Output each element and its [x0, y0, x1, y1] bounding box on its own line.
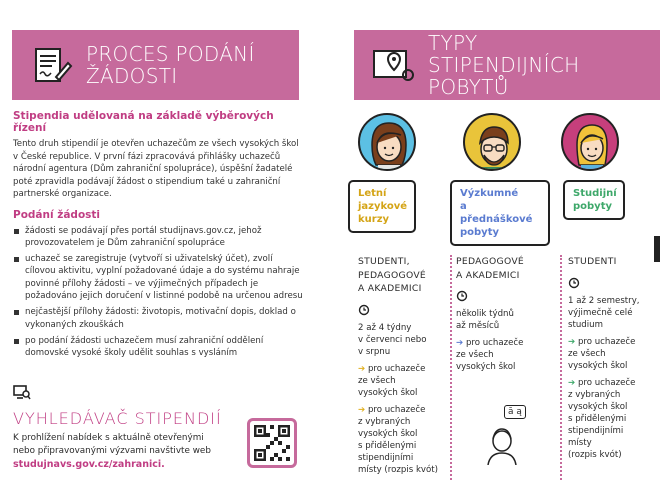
- column-study-stays: [568, 255, 658, 461]
- eligibility-item: [568, 336, 658, 372]
- head-line: STUDENTI: [568, 256, 617, 267]
- duration-line: 2 až 4 týdny: [358, 322, 412, 333]
- item-line: z vybraných: [358, 416, 411, 427]
- qr-code[interactable]: [247, 418, 297, 468]
- item-line: s přidělenými: [568, 413, 627, 424]
- item-line: vysokých škol: [568, 401, 628, 412]
- column-head: [456, 255, 556, 282]
- intro-paragraph: Tento druh stipendií je otevřen uchazečům ze všech vysokých škol v České republice. V první fázi zpracovává přihlášky uchazečů národní agentura (Dům zahraniční spolupráce), úspěšní žadatelé poté zpravidla podávají žádost o stipendium také u zahraniční partnerské organizace.: [13, 139, 299, 199]
- duration-line: v srpnu: [358, 346, 391, 357]
- bubble-line: Studijní: [573, 188, 617, 199]
- bubble-study-stays: [563, 180, 625, 220]
- item-line: pro uchazeče: [367, 363, 426, 374]
- duration-line: několik týdnů: [456, 309, 514, 319]
- list-item: uchazeč se zaregistruje (vytvoří si uživatelský účet), zvolí cílovou aktivitu, vyplní požadované údaje a do systému nahraje povinné přílohy žádosti – ve výjimečných případech je požadováno jejich doručení v listinné podobě na určenou adresu: [13, 253, 303, 302]
- column-divider: [560, 255, 562, 480]
- eligibility-item: [358, 363, 446, 399]
- duration-line: v červenci nebo: [358, 334, 427, 345]
- arrow-right-icon: ➔: [358, 404, 366, 415]
- heading-selection-procedures: Stipendia udělovaná na základě výběrových řízení: [13, 110, 274, 134]
- head-line: A AKADEMICI: [358, 283, 422, 294]
- item-line: (rozpis kvót): [568, 449, 622, 460]
- item-line: ze všech: [456, 350, 494, 360]
- page-edge-marker: [654, 236, 660, 262]
- item-line: pro uchazeče: [577, 336, 636, 347]
- clock-icon: [456, 290, 468, 302]
- item-line: z vybraných: [568, 389, 621, 400]
- duration-line: 1 až 2 semestry,: [568, 295, 640, 306]
- eligibility-item: [358, 404, 446, 476]
- right-banner-title: TYPY STIPENDIJNÍCH POBYTŮ: [428, 31, 580, 99]
- column-divider: [450, 255, 452, 480]
- person-icon: [486, 415, 526, 465]
- item-line: vysokých škol: [358, 428, 418, 439]
- head-line: PEDAGOGOVÉ: [358, 269, 427, 281]
- search-link[interactable]: studujnavs.gov.cz/zahranici.: [13, 459, 165, 470]
- item-line: ze všech: [358, 375, 396, 386]
- bubble-line: a přednáškové: [460, 201, 533, 225]
- list-item: nejčastější přílohy žádosti: životopis, motivační dopis, doklad o vykonaných zkouškách: [13, 306, 303, 331]
- translator-figure: [486, 405, 530, 465]
- eligibility-item: [568, 377, 658, 461]
- item-line: stipendijními: [568, 425, 624, 436]
- bubble-line: Letní: [358, 188, 387, 199]
- item-line: vysokých škol: [358, 387, 418, 398]
- column-head: [568, 255, 658, 269]
- heading-application: Podání žádosti: [13, 208, 101, 221]
- head-line: STUDENTI,: [358, 256, 410, 267]
- column-summer-courses: [358, 255, 446, 476]
- eligibility-item: [456, 337, 556, 373]
- arrow-right-icon: ➔: [456, 338, 464, 348]
- item-line: místy: [568, 437, 592, 448]
- left-banner-title: PROCES PODÁNÍ ŽÁDOSTI: [86, 42, 255, 88]
- translate-glyph: ā ą: [504, 405, 526, 419]
- item-line: ze všech: [568, 348, 606, 359]
- search-title: VYHLEDÁVAČ STIPENDIÍ: [13, 409, 222, 428]
- left-banner: [12, 30, 299, 100]
- bubble-line: jazykové: [358, 201, 408, 212]
- item-line: místy (rozpis kvót): [358, 464, 438, 475]
- avatar-woman: [358, 113, 416, 171]
- list-item: žádosti se podávají přes portál studijnavs.gov.cz, jehož provozovatelem je Dům zahraniční spolupráce: [13, 225, 303, 250]
- bubble-line: pobyty: [573, 201, 613, 212]
- column-research-stays: [456, 255, 556, 373]
- avatar-young-woman: [561, 113, 619, 171]
- duration-line: až měsíců: [456, 321, 500, 331]
- left-content: [13, 110, 303, 363]
- bubble-research-stays: [450, 180, 550, 246]
- duration-line: výjimečně celé: [568, 307, 633, 318]
- head-line: PEDAGOGOVÉ: [456, 256, 525, 267]
- right-banner: [354, 30, 660, 100]
- item-line: s přidělenými: [358, 440, 417, 451]
- arrow-right-icon: ➔: [568, 377, 576, 388]
- list-item: po podání žádosti uchazečem musí zahraniční oddělení domovské vysoké školy udělit souhlas s vysláním: [13, 335, 303, 360]
- bubble-line: pobyty: [460, 227, 500, 238]
- arrow-right-icon: ➔: [568, 336, 576, 347]
- item-line: vysokých škol: [456, 362, 516, 372]
- arrow-right-icon: ➔: [358, 363, 366, 374]
- item-line: stipendijními: [358, 452, 414, 463]
- clock-icon: [568, 277, 580, 289]
- clock-icon: [358, 304, 370, 316]
- computer-search-icon: [13, 385, 31, 401]
- head-line: A AKADEMICI: [456, 269, 520, 281]
- map-pin-icon: [368, 41, 416, 89]
- item-line: pro uchazeče: [465, 338, 524, 348]
- item-line: pro uchazeče: [367, 404, 426, 415]
- application-bullets: [13, 225, 303, 360]
- bubble-line: Výzkumné: [460, 188, 519, 199]
- column-head: [358, 255, 446, 296]
- qr-code-icon: [254, 425, 290, 461]
- bubble-summer-courses: [348, 180, 416, 233]
- item-line: pro uchazeče: [577, 377, 636, 388]
- duration-line: studium: [568, 319, 603, 330]
- search-text: K prohlížení nabídek s aktuálně otevřenými nebo připravovanými výzvami navštivte web: [13, 433, 211, 456]
- bubble-line: kurzy: [358, 214, 390, 225]
- avatar-man: [463, 113, 521, 171]
- item-line: vysokých škol: [568, 360, 628, 371]
- document-signature-icon: [26, 41, 74, 89]
